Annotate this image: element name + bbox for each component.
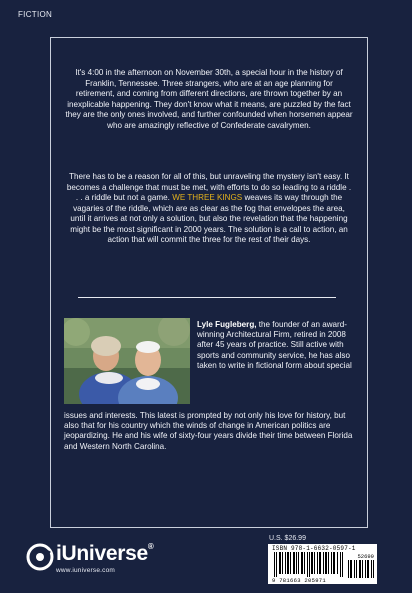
price-label: U.S. $26.99 (269, 535, 306, 542)
barcode-addon-bars (348, 560, 374, 578)
genre-label: FICTION (18, 10, 53, 19)
author-bio-top (197, 320, 353, 371)
blurb-text-before-title: There has to be a reason for all of this, but unraveling the mystery isn't easy. It becomes a challenge that must be met, with efforts to do so leading to a riddle . . . a riddle but not a game. (66, 172, 352, 202)
price-code-text: 52699 (357, 553, 374, 560)
publisher-name-text: iUniverse (56, 542, 148, 565)
barcode-digits: 9 781663 205971 (272, 577, 327, 584)
barcode-bars (274, 552, 344, 577)
isbn-text: ISBN 978-1-6632-0597-1 (272, 545, 356, 552)
section-divider (78, 297, 336, 298)
blurb-text-after-title: weaves its way through the vagaries of the riddle, which are as clear as the fog that envelopes the area, until it arrives at not only a solution, but also the revelation that the happening might be the most significant in 2000 years. The solution is a call to action, an action that will commit the three for the rest of their days. (70, 193, 348, 244)
author-name: Lyle Fugleberg, (197, 320, 257, 329)
registered-mark: ® (147, 542, 154, 551)
publisher-url: www.iuniverse.com (56, 567, 116, 574)
iuniverse-swirl-icon (26, 543, 54, 571)
publisher-logo (26, 540, 161, 582)
author-bio-continued: issues and interests. This latest is prompted by not only his love for history, but also that for his country which the winds of change in American politics are jeopardizing. He and his wife of sixty-four years divide their time between Florida and Western North Carolina. (64, 411, 353, 451)
isbn-barcode (268, 544, 377, 584)
blurb-paragraph-1: It's 4:00 in the afternoon on November 30th, a special hour in the history of Franklin, Tennessee. Three strangers, who are at an age planning for retirement, and coming from different directions, are thrown together by an inexplicable happening. They don't know what it means, are puzzled by the fact they are the only ones involved, and further confounded when horsemen appear who are amazingly reflective of Confederate cavalrymen. (65, 68, 353, 130)
book-title-highlight: WE THREE KINGS (172, 193, 243, 202)
author-photo (64, 318, 190, 404)
blurb-paragraph-2 (65, 172, 353, 246)
author-bio-text-top: the founder of an award-winning Architectural Firm, retired in 2008 after 45 years of practice. Still active with sports and community service, he has also taken to write in fictional form about special (197, 320, 352, 370)
publisher-name (56, 542, 153, 566)
